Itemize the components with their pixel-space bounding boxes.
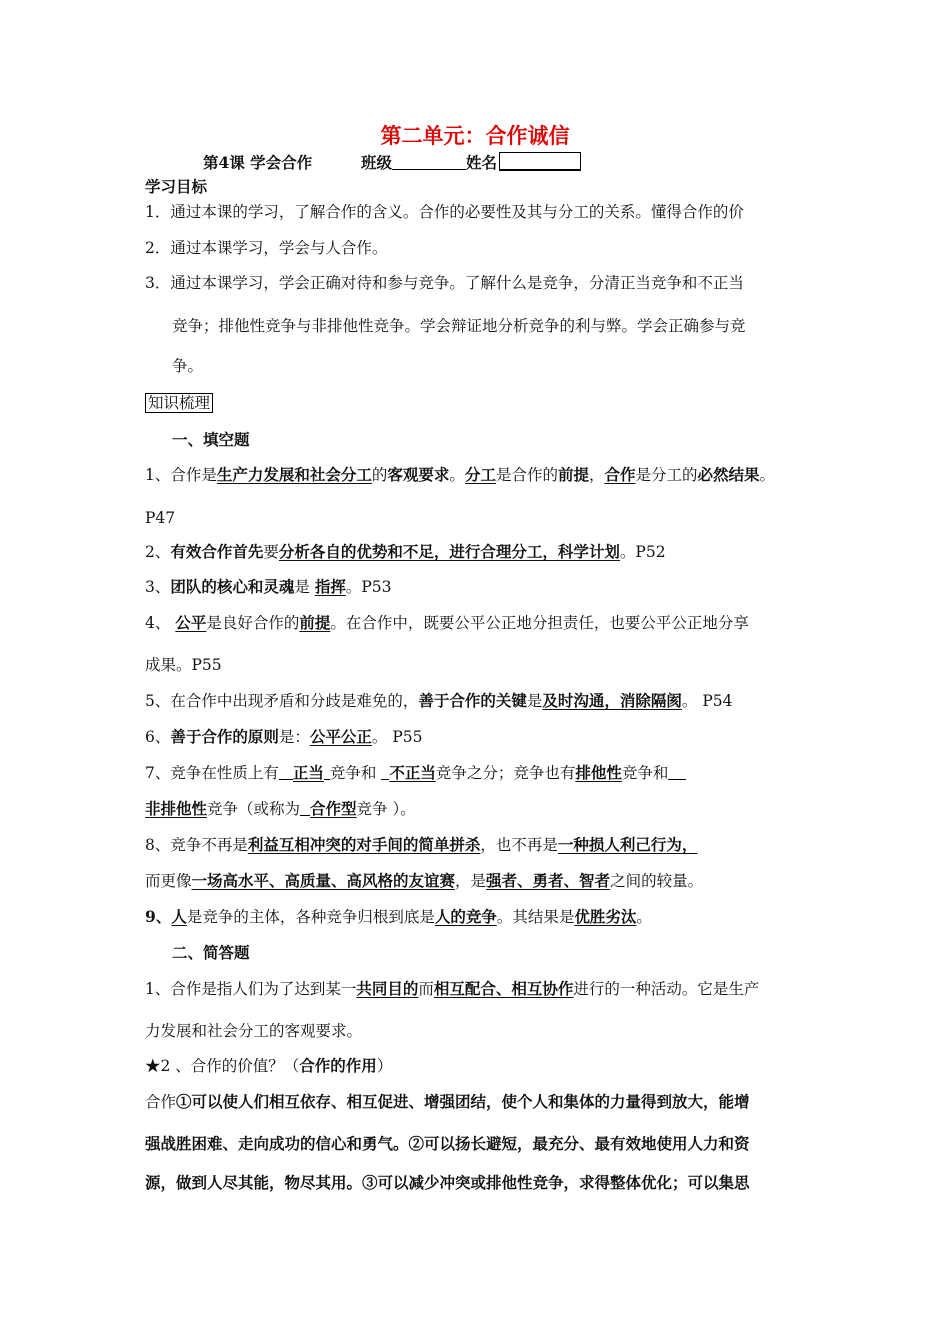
fill-question-3: 3、团队的核心和灵魂是 指挥。P53 <box>145 577 392 596</box>
name-box[interactable] <box>499 152 581 171</box>
unit-title: 第二单元：合作诚信 <box>380 123 570 148</box>
fill-question-1: 1、合作是生产力发展和社会分工的客观要求。分工是合作的前提，合作是分工的必然结果。 <box>145 465 776 484</box>
fill-question-6: 6、善于合作的原则是：公平公正。 P55 <box>145 727 423 746</box>
objective-item: 3．通过本课学习，学会正确对待和参与竞争。了解什么是竞争，分清正当竞争和不正当 <box>145 274 744 292</box>
objective-item: 2．通过本课学习，学会与人合作。 <box>145 239 388 257</box>
answer-2-line: 合作①可以使人们相互依存、相互促进、增强团结，使个人和集体的力量得到放大，能增 <box>145 1092 750 1111</box>
class-label: 班级 <box>361 153 393 172</box>
page-ref: P47 <box>145 509 176 527</box>
objective-item: 竞争；排他性竞争与非排他性竞争。学会辩证地分析竞争的利与弊。学会正确参与竞 <box>172 317 746 335</box>
fill-question-7: 7、竞争在性质上有 正当 竞争和 不正当竞争之分；竞争也有排他性竞争和 <box>145 763 686 783</box>
name-label: 姓名 <box>466 153 498 172</box>
class-blank[interactable] <box>392 169 466 170</box>
objective-item: 争。 <box>172 357 204 375</box>
fill-in-heading: 一、填空题 <box>172 430 250 449</box>
objectives-heading: 学习目标 <box>145 177 208 196</box>
question-2: ★2 、合作的价值？（合作的作用） <box>145 1056 393 1075</box>
answer-1-cont: 力发展和社会分工的客观要求。 <box>145 1022 363 1040</box>
answer-2-line: 源，做到人尽其能，物尽其用。③可以减少冲突或排他性竞争，求得整体优化；可以集思 <box>145 1173 750 1192</box>
short-answer-heading: 二、简答题 <box>172 943 250 962</box>
fill-question-7-cont: 非排他性竞争（或称为 合作型竞争 ）。 <box>145 799 416 818</box>
fill-question-4-cont: 成果。P55 <box>145 656 222 674</box>
fill-question-2: 2、有效合作首先要分析各自的优势和不足，进行合理分工，科学计划。P52 <box>145 542 666 561</box>
fill-question-4: 4、 公平是良好合作的前提。在合作中，既要公平公正地分担责任，也要公平公正地分享 <box>145 613 749 632</box>
objective-item: 1．通过本课的学习，了解合作的含义。合作的必要性及其与分工的关系。懂得合作的价 <box>145 203 744 221</box>
answer-2-line: 强战胜困难、走向成功的信心和勇气。②可以扬长避短，最充分、最有效地使用人力和资 <box>145 1134 750 1153</box>
answer-1: 1、合作是指人们为了达到某一共同目的而相互配合、相互协作进行的一种活动。它是生产 <box>145 979 760 998</box>
lesson-title: 第4课 学会合作 <box>203 153 313 172</box>
knowledge-heading: 知识梳理 <box>145 393 213 413</box>
fill-question-8-cont: 而更像一场高水平、高质量、高风格的友谊赛，是强者、勇者、智者之间的较量。 <box>145 871 704 890</box>
fill-question-5: 5、在合作中出现矛盾和分歧是难免的，善于合作的关键是及时沟通，消除隔阂。 P54 <box>145 691 733 710</box>
fill-question-9: 9、人是竞争的主体，各种竞争归根到底是人的竞争。其结果是优胜劣汰。 <box>145 907 652 926</box>
fill-question-8: 8、竞争不再是利益互相冲突的对手间的简单拼杀，也不再是一种损人利己行为， <box>145 835 698 854</box>
lesson-header <box>203 152 581 173</box>
